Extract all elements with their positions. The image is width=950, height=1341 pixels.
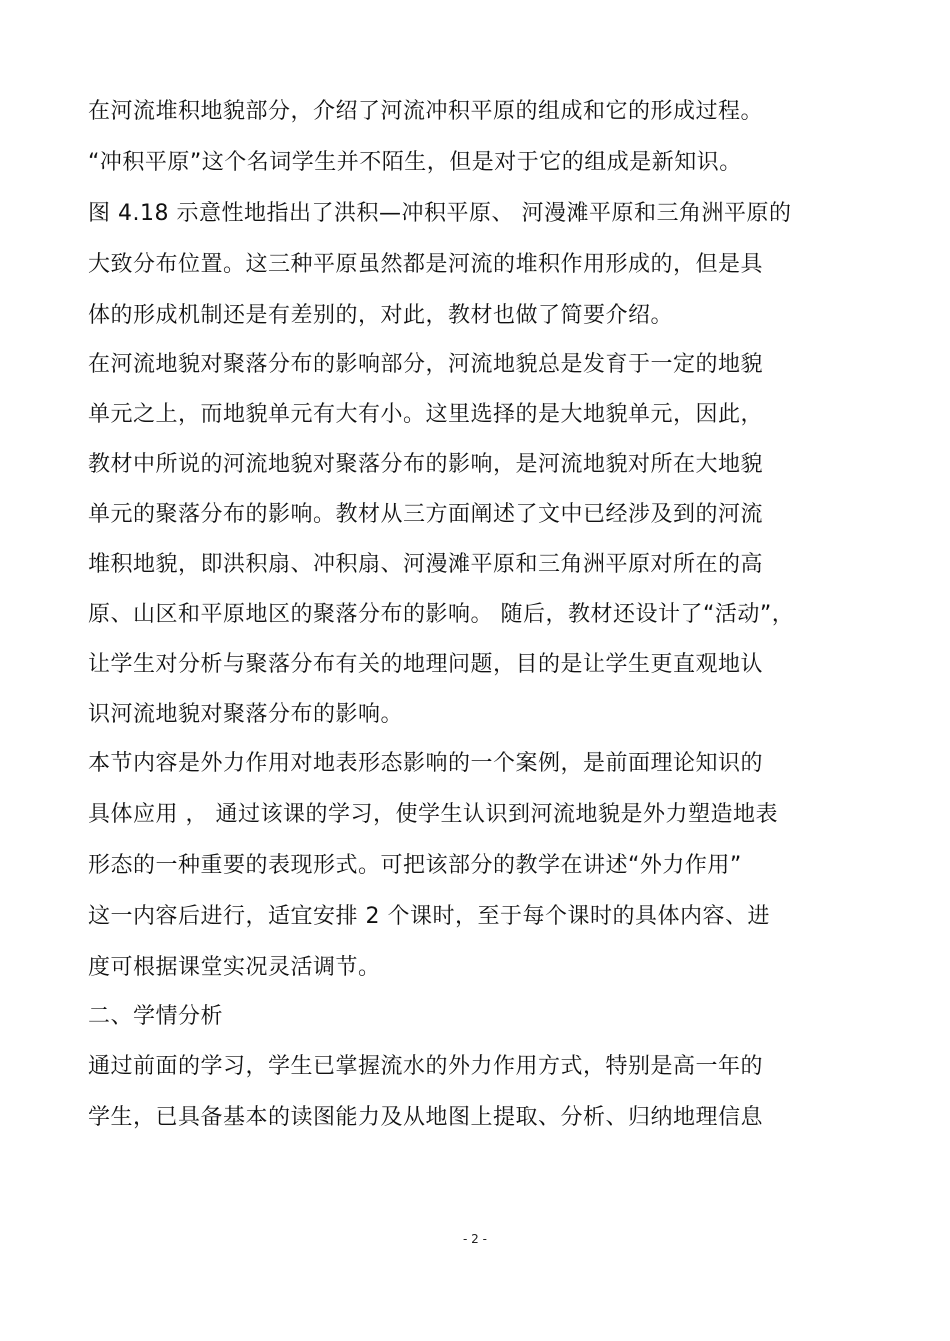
text-line: 度可根据课堂实况灵活调节。: [88, 955, 381, 980]
page-number: - 2 -: [463, 1232, 487, 1246]
text-line: 单元之上，而地貌单元有大有小。这里选择的是大地貌单元，因此，: [88, 402, 764, 427]
text-line: 堆积地貌，即洪积扇、冲积扇、河漫滩平原和三角洲平原对所在的高: [88, 552, 764, 577]
section-heading: 二、学情分析: [88, 1004, 224, 1029]
text-line: 体的形成机制还是有差别的，对此，教材也做了简要介绍。: [88, 303, 674, 328]
text-line: 原、山区和平原地区的聚落分布的影响。 随后，教材还设计了“活动”，: [88, 602, 795, 627]
text-line: 本节内容是外力作用对地表形态影响的一个案例，是前面理论知识的: [88, 751, 764, 776]
text-line: 大致分布位置。这三种平原虽然都是河流的堆积作用形成的，但是具: [88, 252, 764, 277]
text-line: 在河流地貌对聚落分布的影响部分，河流地貌总是发育于一定的地貌: [88, 352, 764, 377]
text-line: 在河流堆积地貌部分，介绍了河流冲积平原的组成和它的形成过程。: [88, 99, 764, 124]
text-line: 形态的一种重要的表现形式。可把该部分的教学在讲述“外力作用”: [88, 853, 742, 878]
text-line: “冲积平原”这个名词学生并不陌生，但是对于它的组成是新知识。: [88, 150, 742, 175]
text-line: 教材中所说的河流地貌对聚落分布的影响，是河流地貌对所在大地貌: [88, 452, 764, 477]
text-line: 识河流地貌对聚落分布的影响。: [88, 702, 404, 727]
text-line: 这一内容后进行，适宜安排 2 个课时，至于每个课时的具体内容、进: [88, 904, 770, 929]
text-line: 单元的聚落分布的影响。教材从三方面阐述了文中已经涉及到的河流: [88, 502, 764, 527]
text-line: 图 4.18 示意性地指出了洪积—冲积平原、 河漫滩平原和三角洲平原的: [88, 201, 792, 226]
text-line: 学生，已具备基本的读图能力及从地图上提取、分析、归纳地理信息: [88, 1105, 764, 1130]
text-line: 通过前面的学习，学生已掌握流水的外力作用方式，特别是高一年的: [88, 1054, 764, 1079]
text-line: 具体应用 ， 通过该课的学习，使学生认识到河流地貌是外力塑造地表: [88, 802, 778, 827]
text-line: 让学生对分析与聚落分布有关的地理问题，目的是让学生更直观地认: [88, 652, 764, 677]
